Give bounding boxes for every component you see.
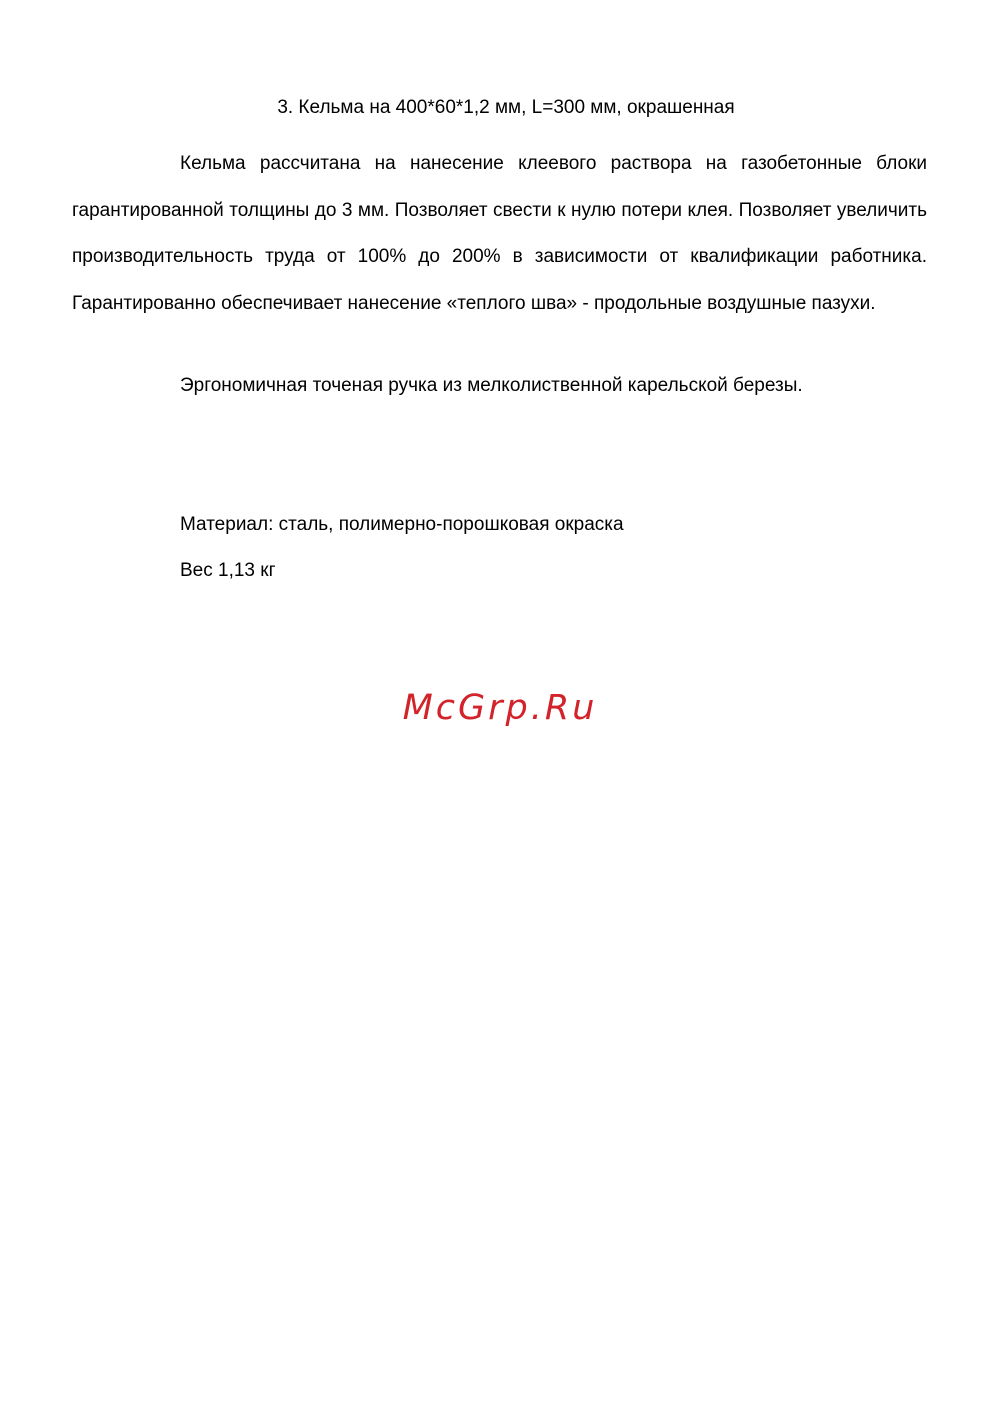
weight-line: Вес 1,13 кг [180, 560, 276, 581]
description-paragraph: Кельма рассчитана на нанесение клеевого раствора на газобетонные блоки гарантированной толщины до 3 мм. Позволяет свести к нулю потери клея. Позволяет увеличить производительность труда от 100% до 200% в зависимости от квалификации работника. Гарантированно обеспечивает нанесение «теплого шва» - продольные воздушные пазухи. [72, 153, 927, 314]
handle-paragraph: Эргономичная точеная ручка из мелколиственной карельской березы. [180, 375, 803, 396]
document-title: 3. Кельма на 400*60*1,2 мм, L=300 мм, окрашенная [277, 97, 735, 118]
watermark-logo: McGrp.Ru [402, 688, 598, 728]
material-line: Материал: сталь, полимерно-порошковая окраска [180, 514, 624, 535]
